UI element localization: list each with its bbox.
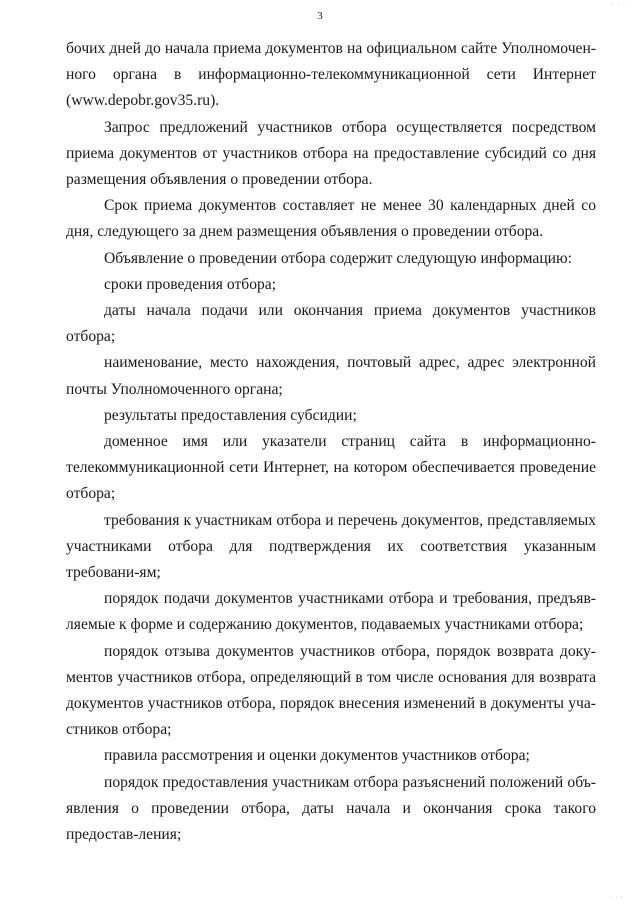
list-item: требования к участникам отбора и перечень документов, представляемых участниками отбора для подтверждения их соответствия указанным требовани-ям; xyxy=(66,511,596,582)
document-body xyxy=(66,36,596,848)
scan-mark-top: · · · xyxy=(612,2,626,8)
list-item: порядок отзыва документов участников отбора, порядок возврата доку-ментов участников отбора, определяющий в том числе основания для возврата документов участников отбора, порядок внесения изменений в документы уча-стников отбора; xyxy=(66,642,596,739)
paragraph-request: Запрос предложений участников отбора осуществляется посредством приема документов от участников отбора на предоставление субсидий со дня размещения объявления о проведении отбора. xyxy=(66,118,596,189)
page-number: 3 xyxy=(317,10,323,22)
list-item: порядок подачи документов участниками отбора и требования, предъяв-ляемые к форме и содержанию документов, подаваемых участниками отбора; xyxy=(66,590,596,634)
list-item: сроки проведения отбора; xyxy=(104,275,277,293)
list-item: результаты предоставления субсидии; xyxy=(104,406,357,424)
scan-mark-bottom: · · · xyxy=(610,895,624,901)
list-item: порядок предоставления участникам отбора разъяснений положений объ-явления о проведении отбора, даты начала и окончания срока такого предостав-ления; xyxy=(66,773,596,844)
paragraph-deadline: Срок приема документов составляет не менее 30 календарных дней со дня, следующего за днем размещения объявления о проведении отбора. xyxy=(66,197,596,241)
list-item: правила рассмотрения и оценки документов участников отбора; xyxy=(104,747,530,765)
list-item: наименование, место нахождения, почтовый адрес, адрес электронной почты Уполномоченного органа; xyxy=(66,354,596,398)
list-item: доменное имя или указатели страниц сайта в информационно-телекоммуникационной сети Интернет, на котором обеспечивается проведение отбора; xyxy=(66,433,596,503)
list-item: даты начала подачи или окончания приема документов участников отбора; xyxy=(66,302,596,346)
paragraph-continuation: бочих дней до начала приема документов на официальном сайте Уполномочен-ного органа в информационно-телекоммуникационной сети Интернет (www.depobr.gov35.ru). xyxy=(66,40,596,110)
paragraph-announcement-intro: Объявление о проведении отбора содержит следующую информацию: xyxy=(104,249,572,267)
